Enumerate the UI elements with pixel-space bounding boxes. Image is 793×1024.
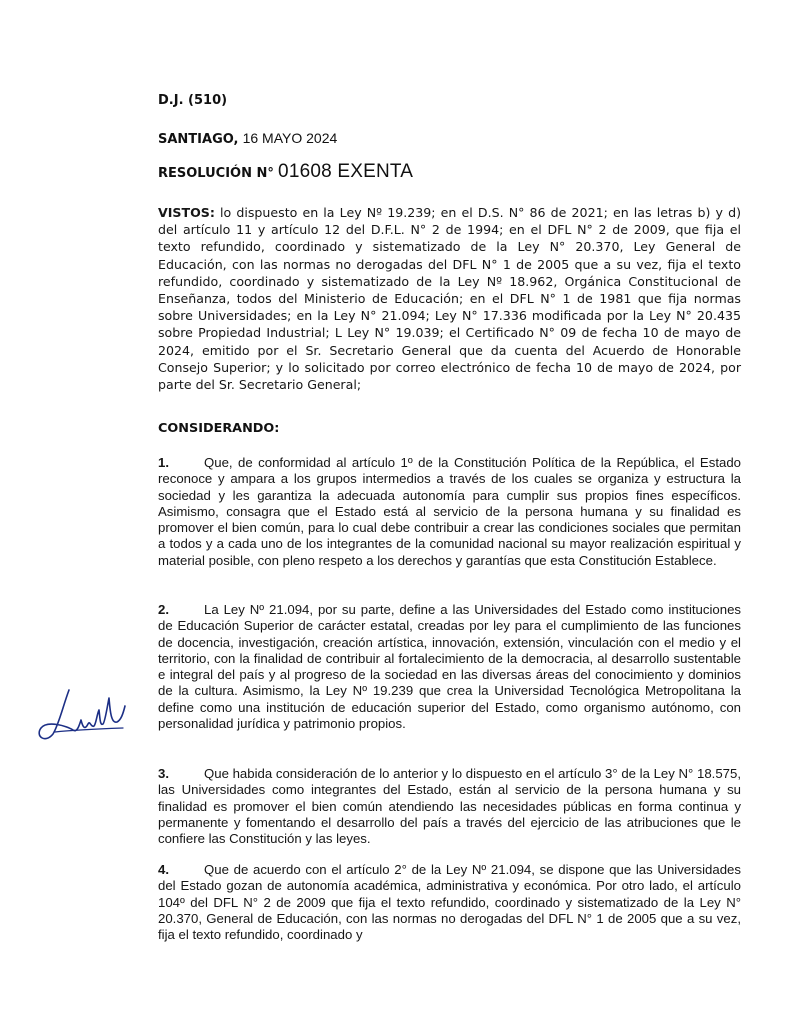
item-number: 3.: [158, 766, 169, 781]
item-number: 1.: [158, 455, 169, 470]
considerando-item-2: [158, 602, 741, 732]
handwritten-signature-icon: [33, 684, 128, 746]
city-label: SANTIAGO,: [158, 132, 239, 147]
resolution-number: 01608 EXENTA: [278, 161, 414, 182]
considerando-item-4: [158, 862, 741, 943]
dj-code: D.J. (510): [158, 93, 228, 108]
item-text: La Ley Nº 21.094, por su parte, define a las Universidades del Estado como instituciones de Educación Superior de carácter estatal, creadas por ley para el cumplimiento de las funciones de docencia, investigación, creación artística, innovación, extensión, vinculación con el medio y el territorio, con la finalidad de contribuir al fortalecimiento de la democracia, al desarrollo sustentable e integral del país y al progreso de la sociedad en las diversas áreas del conocimiento y dominios de la cultura. Asimismo, la Ley Nº 19.239 que crea la Universidad Tecnológica Metropolitana la define como una institución de educación superior del Estado, como organismo autónomo, con personalidad jurídica y patrimonio propios.: [158, 602, 741, 732]
resolution-date: 16 MAYO 2024: [242, 130, 338, 146]
item-number: 4.: [158, 862, 169, 877]
item-text: Que, de conformidad al artículo 1º de la Constitución Política de la República, el Estado reconoce y ampara a los grupos intermedios a través de los cuales se organiza y estructura la sociedad y les garantiza la adecuada autonomía para cumplir sus propios fines específicos. Asimismo, consagra que el Estado está al servicio de la persona humana y su finalidad es promover el bien común, para lo cual debe contribuir a crear las condiciones sociales que permitan a todos y a cada uno de los integrantes de la comunidad nacional su mayor realización espiritual y material posible, con pleno respeto a los derechos y garantías que esta Constitución Establece.: [158, 455, 741, 568]
item-text: Que habida consideración de lo anterior y lo dispuesto en el artículo 3° de la Ley N° 18.575, las Universidades como integrantes del Estado, están al servicio de la persona humana y su finalidad es promover el bien común atendiendo las necesidades públicas en forma continua y permanente y fomentando el desarrollo del país a través del ejercicio de las atribuciones que le confiere las Constitución y las leyes.: [158, 766, 741, 847]
date-line: [158, 130, 337, 147]
considerando-item-3: [158, 766, 741, 847]
vistos-text: lo dispuesto en la Ley Nº 19.239; en el D.S. N° 86 de 2021; en las letras b) y d) del artículo 11 y artículo 12 del D.F.L. N° 2 de 1994; en el DFL N° 2 de 2009, que fija el texto refundido, coordinado y sistematizado de la Ley N° 20.370, Ley General de Educación, con las normas no derogadas del DFL N° 1 de 2005 que a su vez, fija el texto refundido, coordinado y sistematizado de la Ley Nº 18.962, Orgánica Constitucional de Enseñanza, todos del Ministerio de Educación; en el DFL N° 1 de 1981 que fija normas sobre Universidades; en la Ley N° 21.094; Ley N° 17.336 modificada por la Ley N° 20.435 sobre Propiedad Industrial; L Ley N° 19.039; el Certificado N° 09 de fecha 10 de mayo de 2024, emitido por el Sr. Secretario General que da cuenta del Acuerdo de Honorable Consejo Superior; y lo solicitado por correo electrónico de fecha 10 de mayo de 2024, por parte del Sr. Secretario General;: [158, 205, 741, 393]
resolution-label: RESOLUCIÓN N°: [158, 166, 274, 181]
item-number: 2.: [158, 602, 169, 617]
considerando-heading: CONSIDERANDO:: [158, 421, 280, 436]
vistos-paragraph: [158, 204, 741, 393]
considerando-item-1: [158, 455, 741, 569]
resolution-line: [158, 161, 413, 183]
vistos-label: VISTOS:: [158, 205, 215, 220]
item-text: Que de acuerdo con el artículo 2° de la Ley Nº 21.094, se dispone que las Universidades del Estado gozan de autonomía académica, administrativa y económica. Por otro lado, el artículo 104º del DFL N° 2 de 2009 que fija el texto refundido, coordinado y sistematizado de la Ley N° 20.370, General de Educación, con las normas no derogadas del DFL N° 1 de 2005 que a su vez, fija el texto refundido, coordinado y: [158, 862, 741, 943]
